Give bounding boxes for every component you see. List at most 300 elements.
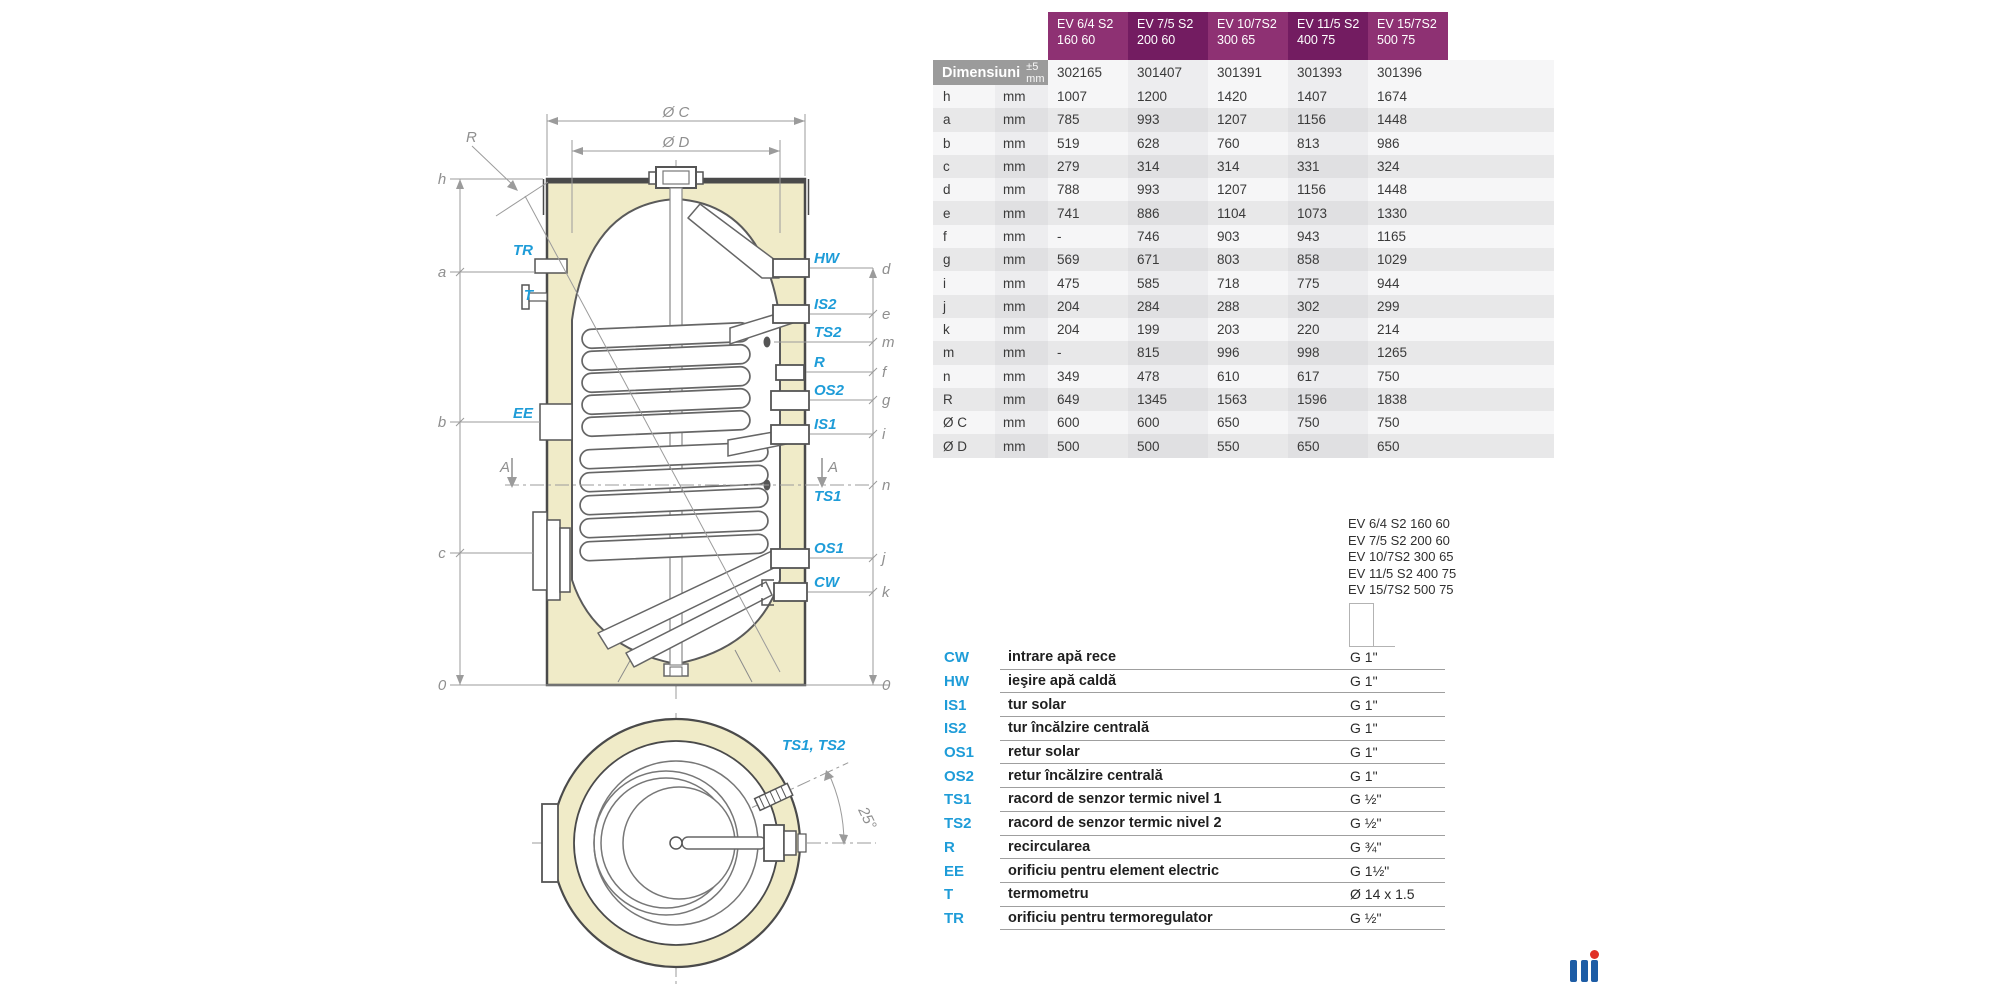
spec-value: 220	[1288, 318, 1368, 341]
spec-row-unit: mm	[995, 318, 1048, 341]
spec-value: 1265	[1368, 341, 1448, 364]
spec-row-label: R	[933, 388, 995, 411]
dim-inner-diameter: Ø D	[662, 134, 690, 151]
legend-code: TS2	[944, 815, 972, 833]
spec-value: 750	[1288, 411, 1368, 434]
spec-value: 617	[1288, 365, 1368, 388]
spec-value: 741	[1048, 201, 1128, 224]
spec-row-unit: mm	[995, 132, 1048, 155]
legend-row-T	[944, 883, 1445, 907]
spec-value: 1448	[1368, 178, 1448, 201]
spec-value: 1007	[1048, 85, 1128, 108]
spec-head-col	[1208, 12, 1288, 60]
spec-value: 600	[1048, 411, 1128, 434]
spec-value: 214	[1368, 318, 1448, 341]
dim-h: h	[437, 171, 447, 188]
is2-port	[773, 305, 809, 323]
spec-row-10	[933, 318, 1554, 341]
spec-value: 746	[1128, 225, 1208, 248]
legend-main	[1000, 788, 1445, 812]
ts2-sensor-dot	[764, 337, 771, 348]
spec-model-name: EV 15/7S2	[1377, 17, 1437, 31]
legend-main	[1000, 646, 1445, 670]
spec-row-9	[933, 295, 1554, 318]
spec-row-filler	[1448, 295, 1554, 318]
spec-row-11	[933, 341, 1554, 364]
spec-value: 585	[1128, 271, 1208, 294]
legend-main	[1000, 670, 1445, 694]
legend-description: retur încălzire centrală	[1008, 767, 1163, 784]
os1-port	[771, 549, 809, 568]
spec-value: 1330	[1368, 201, 1448, 224]
spec-row-unit: mm	[995, 411, 1048, 434]
spec-value: -	[1048, 225, 1128, 248]
spec-value: 288	[1208, 295, 1288, 318]
spec-value: 1165	[1368, 225, 1448, 248]
spec-value: 1563	[1208, 388, 1288, 411]
dim-d: d	[882, 261, 891, 278]
port-label-ee: EE	[512, 405, 533, 422]
spec-row-filler	[1448, 388, 1554, 411]
dim-g: g	[882, 392, 891, 409]
legend-row-CW	[944, 646, 1445, 670]
spec-table	[933, 12, 1554, 458]
spec-value: 649	[1048, 388, 1128, 411]
dim-n: n	[882, 477, 891, 494]
legend-row-OS2	[944, 764, 1445, 788]
legend-size: G 1"	[1350, 767, 1378, 784]
legend-row-OS1	[944, 741, 1445, 765]
spec-row-label: j	[933, 295, 995, 318]
spec-row-14	[933, 411, 1554, 434]
hw-port	[773, 259, 809, 277]
logo-bar	[1581, 960, 1588, 982]
spec-head-col	[1128, 12, 1208, 60]
legend-code: OS2	[944, 767, 975, 785]
legend-size: G ¾"	[1350, 838, 1382, 855]
spec-value: 628	[1128, 132, 1208, 155]
spec-row-filler	[1448, 318, 1554, 341]
spec-row-label: g	[933, 248, 995, 271]
spec-value: 1156	[1288, 178, 1368, 201]
legend-code: TS1	[944, 791, 972, 809]
logo-bar	[1570, 960, 1577, 982]
spec-value: 569	[1048, 248, 1128, 271]
spec-value: 775	[1288, 271, 1368, 294]
legend-description: recircularea	[1008, 838, 1091, 855]
spec-value: 813	[1288, 132, 1368, 155]
spec-value: 519	[1048, 132, 1128, 155]
spec-value: 993	[1128, 108, 1208, 131]
spec-value: 279	[1048, 155, 1128, 178]
spec-value: 750	[1368, 411, 1448, 434]
spec-row-4	[933, 178, 1554, 201]
model-list-item: EV 7/5 S2 200 60	[1348, 532, 1450, 548]
spec-code: 301407	[1128, 60, 1208, 85]
spec-value: 886	[1128, 201, 1208, 224]
legend-description: racord de senzor termic nivel 2	[1008, 815, 1222, 832]
spec-value: 650	[1208, 411, 1288, 434]
spec-value: 1073	[1288, 201, 1368, 224]
spec-row-label: k	[933, 318, 995, 341]
spec-value: 993	[1128, 178, 1208, 201]
spec-model-name: EV 6/4 S2	[1057, 17, 1114, 31]
spec-value: 903	[1208, 225, 1288, 248]
spec-head-col	[1288, 12, 1368, 60]
drain-port-inner	[670, 667, 682, 676]
spec-value: 349	[1048, 365, 1128, 388]
spec-row-filler	[1448, 225, 1554, 248]
spec-value: 204	[1048, 318, 1128, 341]
port-label-ts2: TS2	[814, 324, 842, 341]
spec-value: 1345	[1128, 388, 1208, 411]
spec-row-filler	[1448, 341, 1554, 364]
legend-row-IS2	[944, 717, 1445, 741]
legend-code: TR	[944, 909, 964, 927]
port-label-os1: OS1	[814, 540, 845, 557]
spec-row-2	[933, 132, 1554, 155]
spec-row-filler	[1448, 155, 1554, 178]
legend-description: orificiu pentru termoregulator	[1008, 909, 1213, 926]
spec-value: 1420	[1208, 85, 1288, 108]
spec-row-unit: mm	[995, 271, 1048, 294]
legend-row-IS1	[944, 693, 1445, 717]
spec-row-0	[933, 85, 1554, 108]
spec-row-unit: mm	[995, 155, 1048, 178]
spec-model-capacity: 160 60	[1057, 33, 1096, 48]
port-label-cw: CW	[814, 574, 839, 591]
manhole-tab-left	[649, 172, 656, 184]
spec-row-label: c	[933, 155, 995, 178]
spec-value: 815	[1128, 341, 1208, 364]
spec-model-capacity: 400 75	[1297, 33, 1336, 48]
spec-value: 858	[1288, 248, 1368, 271]
model-list	[1348, 516, 1456, 599]
section-angle-label: 25°	[854, 804, 880, 833]
spec-value: 671	[1128, 248, 1208, 271]
legend-code: IS1	[944, 696, 967, 714]
pocket-tube	[682, 837, 766, 849]
spec-value: 1029	[1368, 248, 1448, 271]
legend-code: OS1	[944, 744, 975, 762]
legend-main	[1000, 764, 1445, 788]
spec-row-unit: mm	[995, 341, 1048, 364]
dim-m: m	[882, 334, 895, 351]
spec-head-col	[1048, 12, 1128, 60]
spec-model-capacity: 500 75	[1377, 33, 1416, 48]
connection-legend	[944, 646, 1445, 930]
spec-row-filler	[1448, 365, 1554, 388]
spec-row-unit: mm	[995, 434, 1048, 457]
ee-port	[540, 404, 572, 440]
dim-c: c	[438, 545, 446, 562]
dim-b: b	[437, 414, 447, 431]
port-label-r: R	[814, 354, 825, 371]
spec-value: 760	[1208, 132, 1288, 155]
legend-size: G 1½"	[1350, 862, 1390, 879]
legend-description: tur solar	[1008, 696, 1067, 713]
spec-value: 1156	[1288, 108, 1368, 131]
spec-row-12	[933, 365, 1554, 388]
spec-table-dim-row	[933, 60, 1554, 85]
spec-value: 718	[1208, 271, 1288, 294]
legend-main	[1000, 717, 1445, 741]
spec-row-label: m	[933, 341, 995, 364]
spec-row-label: Ø C	[933, 411, 995, 434]
legend-main	[1000, 812, 1445, 836]
legend-row-EE	[944, 859, 1445, 883]
spec-row-filler	[1448, 108, 1554, 131]
spec-value: 284	[1128, 295, 1208, 318]
spec-row-unit: mm	[995, 365, 1048, 388]
spec-row-label: a	[933, 108, 995, 131]
legend-size: G 1"	[1350, 696, 1378, 713]
spec-value: 478	[1128, 365, 1208, 388]
legend-row-HW	[944, 670, 1445, 694]
spec-row-7	[933, 248, 1554, 271]
logo-bar	[1591, 960, 1598, 982]
section-ports-label: TS1, TS2	[782, 737, 846, 754]
cw-port	[774, 583, 807, 601]
dim-k: k	[882, 584, 890, 601]
spec-value: 1838	[1368, 388, 1448, 411]
spec-head-corner	[933, 12, 1048, 60]
tank-front-view	[522, 167, 809, 685]
spec-value: 750	[1368, 365, 1448, 388]
spec-model-capacity: 200 60	[1137, 33, 1176, 48]
dim-tolerance: ±5 mm	[1026, 60, 1045, 85]
spec-value: 650	[1288, 434, 1368, 457]
spec-row-label: i	[933, 271, 995, 294]
side-flange-cap	[784, 831, 796, 855]
legend-code: HW	[944, 673, 969, 691]
model-list-item: EV 11/5 S2 400 75	[1348, 565, 1457, 581]
port-label-ts1: TS1	[814, 488, 842, 505]
spec-row-label: e	[933, 201, 995, 224]
legend-code: R	[944, 838, 955, 856]
spec-code: 301396	[1368, 60, 1448, 85]
spec-table-rows	[933, 85, 1554, 458]
spec-value: 943	[1288, 225, 1368, 248]
legend-row-TS1	[944, 788, 1445, 812]
spec-value: 1596	[1288, 388, 1368, 411]
spec-row-5	[933, 201, 1554, 224]
dim-f: f	[882, 364, 887, 381]
spec-value: 803	[1208, 248, 1288, 271]
spec-value: 1207	[1208, 108, 1288, 131]
spec-model-name: EV 11/5 S2	[1297, 17, 1360, 31]
spec-value: 550	[1208, 434, 1288, 457]
spec-row-filler	[1448, 434, 1554, 457]
legend-code: T	[944, 886, 954, 904]
spec-row-15	[933, 434, 1554, 457]
spec-value: 299	[1368, 295, 1448, 318]
legend-size: G 1"	[1350, 649, 1378, 666]
dim-j: j	[882, 550, 886, 567]
spec-dim-filler	[1448, 60, 1554, 85]
section-marker-left: A	[500, 459, 511, 476]
spec-row-filler	[1448, 411, 1554, 434]
spec-head-filler	[1448, 12, 1554, 60]
dim-zero-right: 0	[882, 677, 891, 694]
spec-row-unit: mm	[995, 201, 1048, 224]
dim-e: e	[882, 306, 891, 323]
spec-code: 301391	[1208, 60, 1288, 85]
legend-description: orificiu pentru element electric	[1008, 862, 1220, 879]
spec-row-unit: mm	[995, 225, 1048, 248]
spec-value: 610	[1208, 365, 1288, 388]
spec-row-filler	[1448, 85, 1554, 108]
spec-code: 301393	[1288, 60, 1368, 85]
side-flange-tab	[798, 834, 806, 852]
spec-value: 199	[1128, 318, 1208, 341]
manhole-tab-right	[696, 172, 703, 184]
legend-size: G ½"	[1350, 791, 1382, 808]
technical-drawing	[430, 88, 930, 1000]
logo-dot-icon	[1590, 950, 1599, 959]
spec-value: 986	[1368, 132, 1448, 155]
legend-row-TS2	[944, 812, 1445, 836]
port-label-os2: OS2	[814, 382, 845, 399]
is1-port	[771, 425, 809, 444]
spec-row-unit: mm	[995, 108, 1048, 131]
spec-value: 1674	[1368, 85, 1448, 108]
spec-row-filler	[1448, 248, 1554, 271]
dim-zero-left: 0	[437, 677, 447, 694]
spec-value: -	[1048, 341, 1128, 364]
spec-row-unit: mm	[995, 178, 1048, 201]
spec-value: 944	[1368, 271, 1448, 294]
legend-code: IS2	[944, 720, 967, 738]
model-bracket	[1349, 603, 1374, 647]
left-tab	[542, 804, 558, 882]
legend-main	[1000, 693, 1445, 717]
right-ports	[771, 259, 809, 601]
spec-value: 204	[1048, 295, 1128, 318]
dim-i: i	[882, 426, 886, 443]
spec-row-filler	[1448, 271, 1554, 294]
port-label-is1: IS1	[814, 416, 837, 433]
spec-value: 1200	[1128, 85, 1208, 108]
spec-row-unit: mm	[995, 85, 1048, 108]
legend-code: CW	[944, 649, 969, 667]
legend-size: G 1"	[1350, 720, 1378, 737]
spec-row-label: b	[933, 132, 995, 155]
spec-value: 1407	[1288, 85, 1368, 108]
dim-a: a	[437, 264, 447, 281]
spec-value: 324	[1368, 155, 1448, 178]
spec-row-filler	[1448, 178, 1554, 201]
model-list-item: EV 6/4 S2 160 60	[1348, 516, 1450, 531]
legend-code: EE	[944, 862, 965, 880]
legend-description: intrare apă rece	[1008, 649, 1117, 666]
spec-row-3	[933, 155, 1554, 178]
r-port	[776, 365, 804, 380]
spec-value: 500	[1048, 434, 1128, 457]
port-label-tr: TR	[513, 242, 533, 259]
spec-dim-label	[933, 60, 1048, 85]
spec-row-filler	[1448, 132, 1554, 155]
dim-label-text: Dimensiuni	[942, 64, 1021, 81]
legend-size: G ½"	[1350, 815, 1382, 832]
spec-value: 1448	[1368, 108, 1448, 131]
os2-port	[771, 391, 809, 410]
legend-row-TR	[944, 907, 1445, 931]
spec-value: 998	[1288, 341, 1368, 364]
model-list-item: EV 15/7S2 500 75	[1348, 582, 1454, 598]
spec-model-name: EV 10/7S2	[1217, 17, 1277, 31]
legend-main	[1000, 907, 1445, 931]
legend-main	[1000, 859, 1445, 883]
spec-value: 500	[1128, 434, 1208, 457]
legend-main	[1000, 741, 1445, 765]
section-marker-right: A	[828, 459, 839, 476]
spec-row-13	[933, 388, 1554, 411]
spec-value: 785	[1048, 108, 1128, 131]
spec-row-label: n	[933, 365, 995, 388]
spec-model-capacity: 300 65	[1217, 33, 1256, 48]
spec-value: 650	[1368, 434, 1448, 457]
spec-row-label: f	[933, 225, 995, 248]
spec-row-unit: mm	[995, 248, 1048, 271]
legend-description: ieşire apă caldă	[1008, 673, 1117, 690]
spec-value: 788	[1048, 178, 1128, 201]
spec-value: 314	[1128, 155, 1208, 178]
spec-row-label: d	[933, 178, 995, 201]
spec-row-filler	[1448, 201, 1554, 224]
legend-size: Ø 14 x 1.5	[1350, 886, 1415, 903]
spec-row-label: h	[933, 85, 995, 108]
brand-logo	[1570, 948, 1610, 984]
port-label-is2: IS2	[814, 296, 837, 313]
spec-value: 331	[1288, 155, 1368, 178]
dim-radius: R	[466, 129, 477, 146]
spec-row-label: Ø D	[933, 434, 995, 457]
port-label-t: T	[523, 287, 533, 304]
side-flange	[764, 825, 784, 861]
spec-value: 1104	[1208, 201, 1288, 224]
spec-row-6	[933, 225, 1554, 248]
dim-outer-diameter: Ø C	[662, 104, 690, 121]
spec-value: 475	[1048, 271, 1128, 294]
spec-value: 314	[1208, 155, 1288, 178]
legend-description: termometru	[1008, 886, 1089, 903]
spec-row-unit: mm	[995, 295, 1048, 318]
legend-row-R	[944, 836, 1445, 860]
legend-description: racord de senzor termic nivel 1	[1008, 791, 1222, 808]
spec-head-col	[1368, 12, 1448, 60]
legend-description: retur solar	[1008, 744, 1080, 761]
legend-main	[1000, 836, 1445, 860]
cross-section-view	[532, 719, 876, 967]
spec-value: 996	[1208, 341, 1288, 364]
legend-size: G ½"	[1350, 909, 1382, 926]
spec-row-1	[933, 108, 1554, 131]
legend-size: G 1"	[1350, 673, 1378, 690]
spec-row-unit: mm	[995, 388, 1048, 411]
legend-description: tur încălzire centrală	[1008, 720, 1150, 737]
legend-main	[1000, 883, 1445, 907]
manhole	[656, 167, 696, 188]
port-label-hw: HW	[814, 250, 839, 267]
legend-size: G 1"	[1350, 744, 1378, 761]
spec-value: 203	[1208, 318, 1288, 341]
spec-value: 1207	[1208, 178, 1288, 201]
spec-row-8	[933, 271, 1554, 294]
spec-value: 302	[1288, 295, 1368, 318]
spec-code: 302165	[1048, 60, 1128, 85]
spec-value: 600	[1128, 411, 1208, 434]
